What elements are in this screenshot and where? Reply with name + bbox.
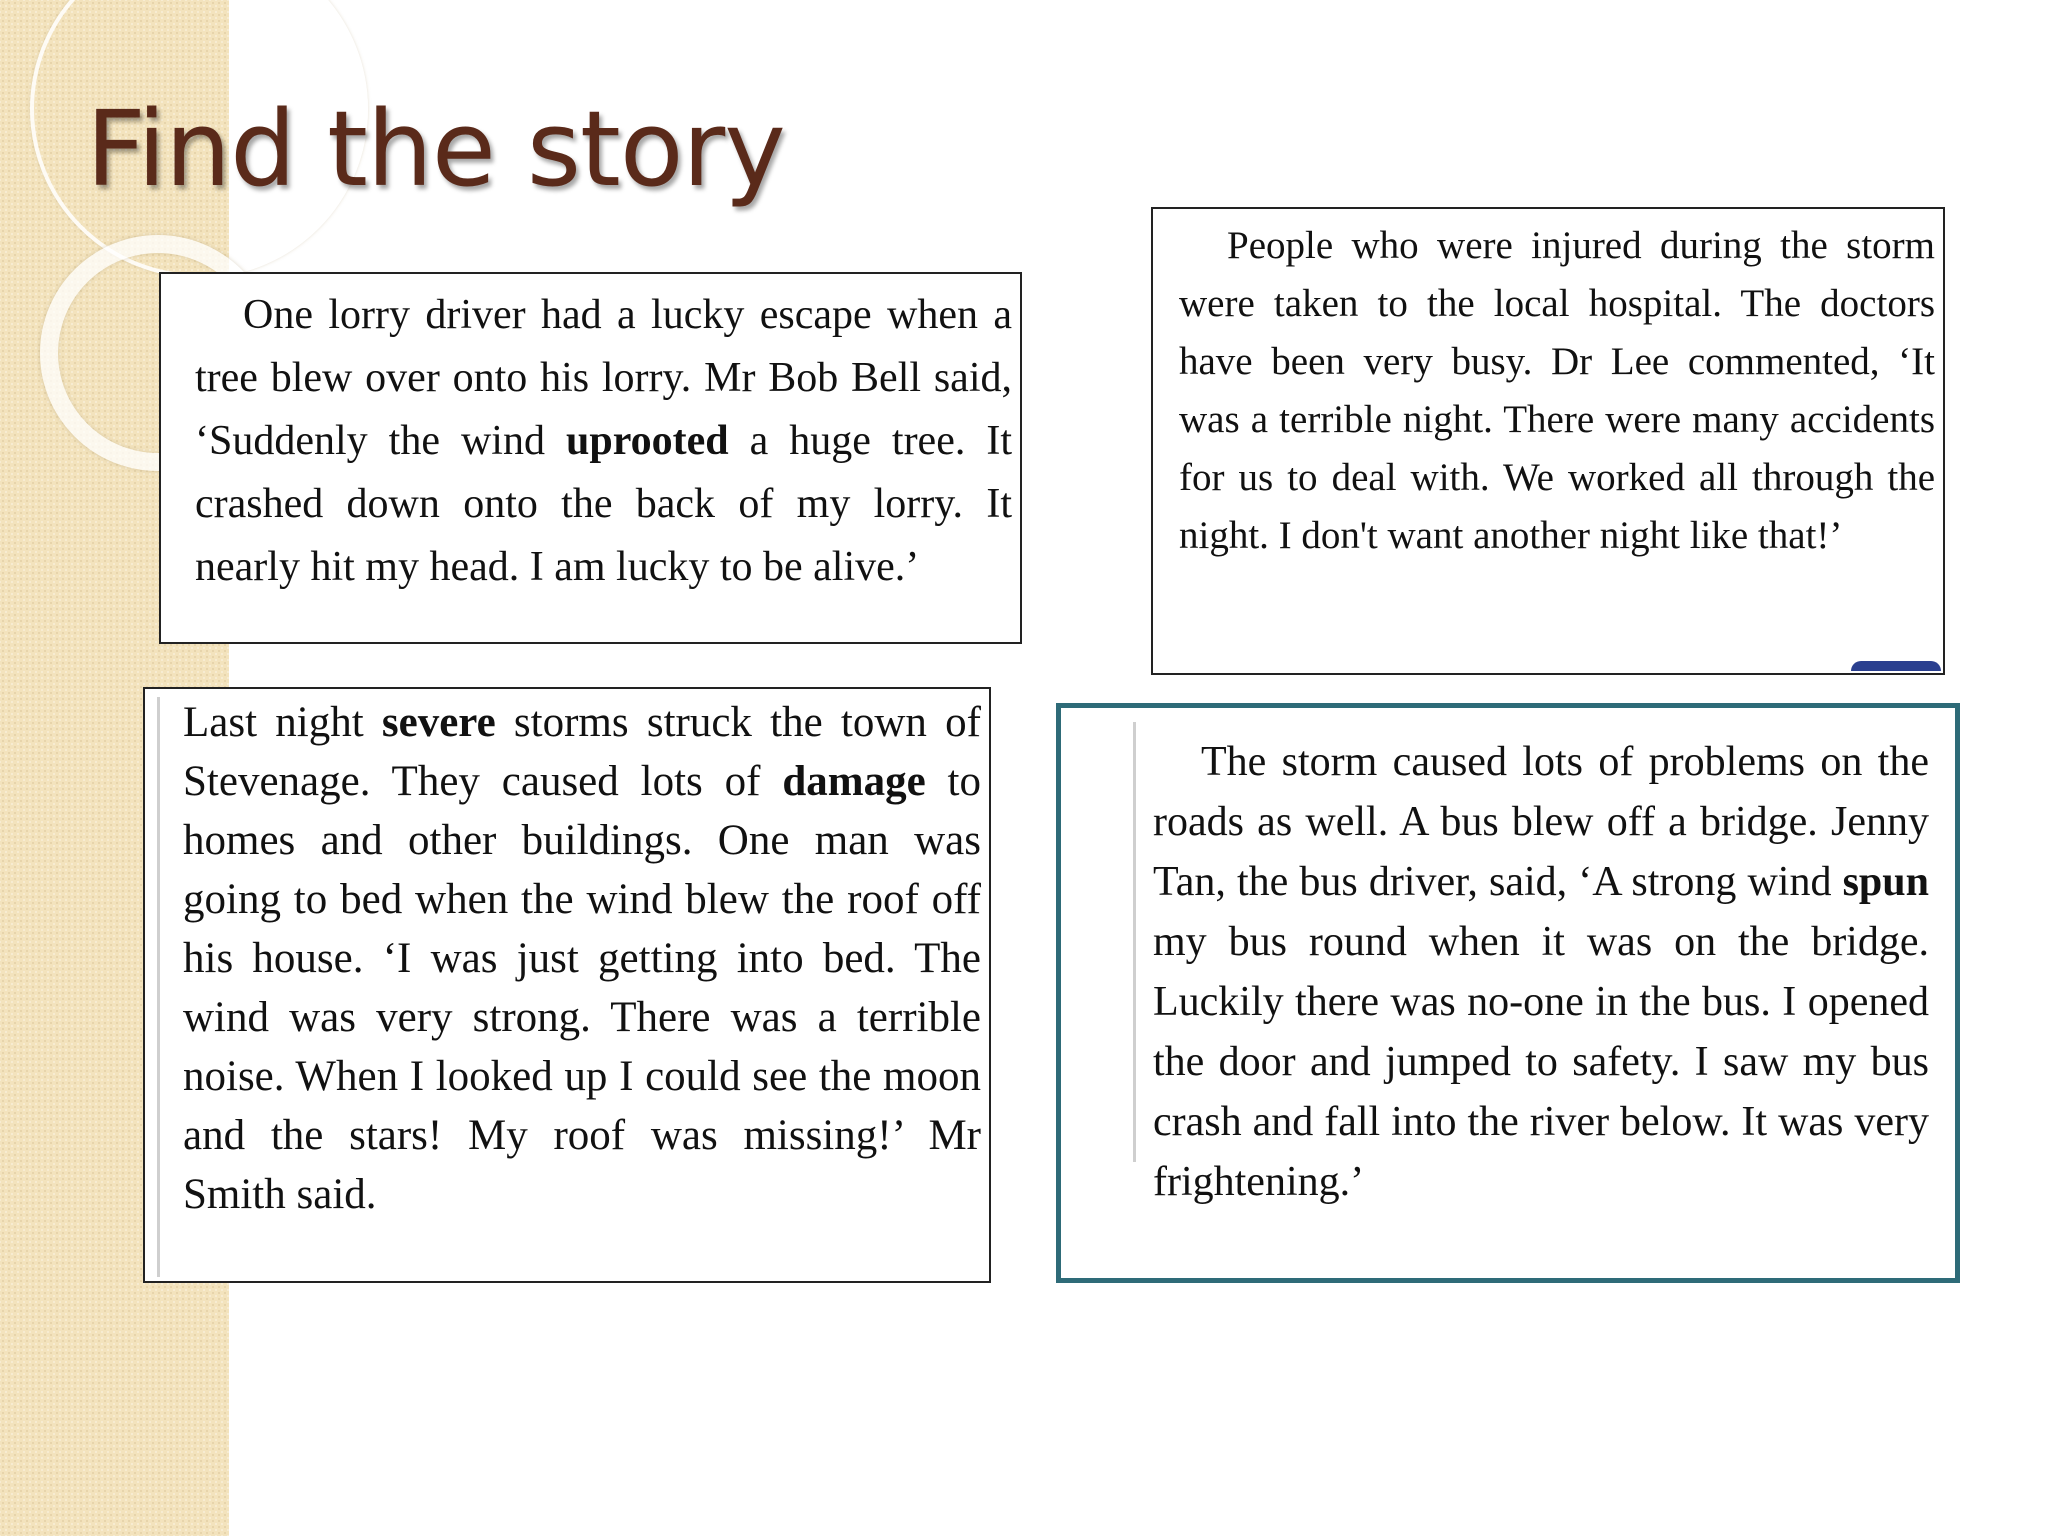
glossary-word: severe <box>381 699 496 746</box>
clipping-text: Last night severe storms struck the town of Stevenage. They caused lots of damage to homes and other buildings. One man was going to bed when the wind blew the roof off his house. ‘I was just getting into bed. The wind was very strong. There was a terrible noise. When I looked up I could see the moon and the stars! My roof was missing!’ Mr Smith said. <box>183 699 981 1218</box>
clipping-text: People who were injured during the storm were taken to the local hospital. The doctors have been very busy. Dr Lee commented, ‘It was a terrible night. There were many accidents for us to deal with. We worked all through the night. I don't want another night like that!’ <box>1179 224 1935 557</box>
glossary-word: spun <box>1842 859 1929 905</box>
glossary-word: damage <box>782 758 926 805</box>
clipping-text: One lorry driver had a lucky escape when a tree blew over onto his lorry. Mr Bob Bell said, ‘Suddenly the wind uprooted a huge tree. It crashed down onto the back of my lorry. It nearly hit my head. I am lucky to be alive.’ <box>195 292 1012 590</box>
column-rule <box>157 697 160 1277</box>
slide-title: Find the story <box>86 88 785 210</box>
glossary-word: uprooted <box>566 418 729 464</box>
news-clipping-lorry <box>159 272 1022 644</box>
column-rule <box>1133 722 1136 1162</box>
news-clipping-stevenage <box>143 687 991 1283</box>
news-clipping-hospital <box>1151 207 1945 675</box>
clipping-text: The storm caused lots of problems on the roads as well. A bus blew off a bridge. Jenny Tan, the bus driver, said, ‘A strong wind spun my bus round when it was on the bridge. Luckily there was no-one in the bus. I opened the door and jumped to safety. I saw my bus crash and fall into the river below. It was very frightening.’ <box>1153 739 1929 1205</box>
ink-mark <box>1851 661 1941 671</box>
news-clipping-bus <box>1056 703 1960 1283</box>
